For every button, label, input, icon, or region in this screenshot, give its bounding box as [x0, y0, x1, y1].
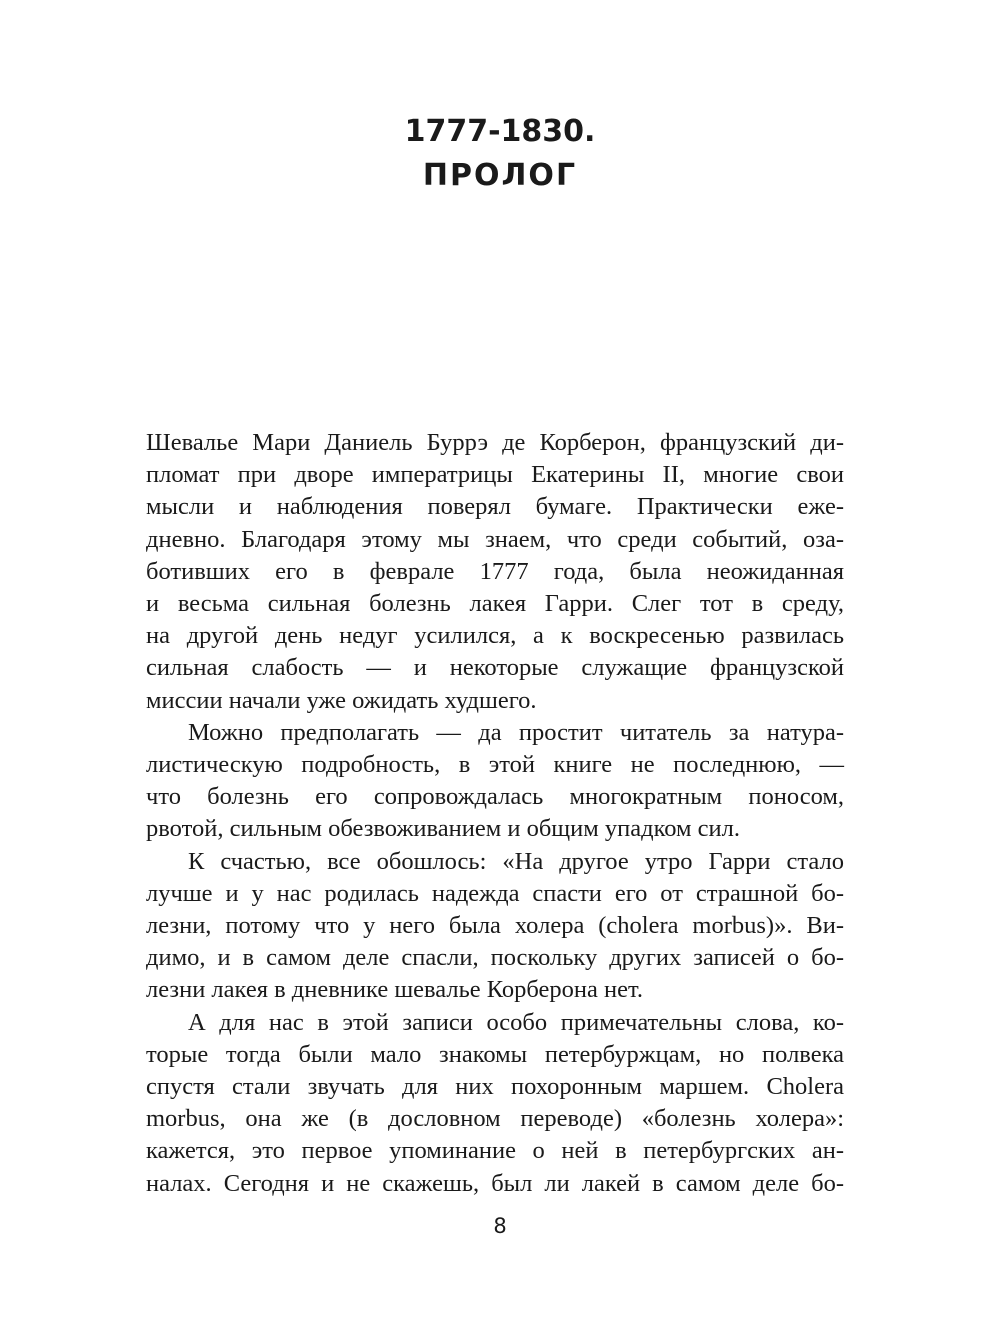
text-line: лезни лакея в дневнике шевалье Корберона нет. — [146, 976, 644, 1004]
text-line: димо, и в самом деле спасли, поскольку других записей о бо- — [146, 944, 844, 972]
text-line: дневно. Благодаря этому мы знаем, что среди событий, оза- — [146, 525, 844, 553]
text-line: листическую подробность, в этой книге не последнюю, — — [146, 751, 844, 779]
chapter-title: ПРОЛОГ — [422, 158, 578, 193]
text-line: morbus, она же (в дословном переводе) «болезнь холера»: — [146, 1105, 844, 1133]
text-line: миссии начали уже ожидать худшего. — [146, 686, 537, 714]
text-line: рвотой, сильным обезвоживанием и общим упадком сил. — [146, 815, 740, 843]
paragraph — [146, 427, 844, 717]
chapter-years: 1777-1830. — [404, 114, 596, 149]
text-line: лезни, потому что у него была холера (cholera morbus)». Ви- — [146, 912, 844, 940]
text-line: ботивших его в феврале 1777 года, была неожиданная — [146, 557, 844, 585]
paragraph — [146, 717, 844, 846]
text-line: спустя стали звучать для них похоронным маршем. Cholera — [146, 1073, 844, 1101]
text-line: А для нас в этой записи особо примечательны слова, ко- — [188, 1008, 844, 1036]
text-line: пломат при дворе императрицы Екатерины II, многие свои — [146, 461, 844, 489]
paragraph — [146, 846, 844, 1007]
text-line: Шевалье Мари Даниель Буррэ де Корберон, французский ди- — [146, 429, 844, 456]
text-line: что болезнь его сопровождалась многократным поносом, — [146, 783, 844, 811]
paragraph — [146, 1007, 844, 1200]
text-line: кажется, это первое упоминание о ней в петербургских ан- — [146, 1137, 844, 1165]
text-line: торые тогда были мало знакомы петербуржцам, но полвека — [146, 1040, 844, 1068]
page-number: 8 — [493, 1214, 507, 1238]
text-line: налах. Сегодня и не скажешь, был ли лакей в самом деле бо- — [146, 1169, 844, 1197]
body-text — [146, 427, 844, 1200]
text-line: мысли и наблюдения поверял бумаге. Практически еже- — [146, 493, 844, 521]
text-line: на другой день недуг усилился, а к воскресенью развилась — [146, 622, 844, 650]
text-line: Можно предполагать — да простит читатель за натура- — [188, 718, 844, 746]
text-line: лучше и у нас родилась надежда спасти его от страшной бо- — [146, 879, 844, 907]
text-line: сильная слабость — и некоторые служащие французской — [146, 654, 844, 682]
text-line: и весьма сильная болезнь лакея Гарри. Слег тот в среду, — [146, 590, 844, 618]
text-line: К счастью, все обошлось: «На другое утро Гарри стало — [188, 847, 844, 875]
